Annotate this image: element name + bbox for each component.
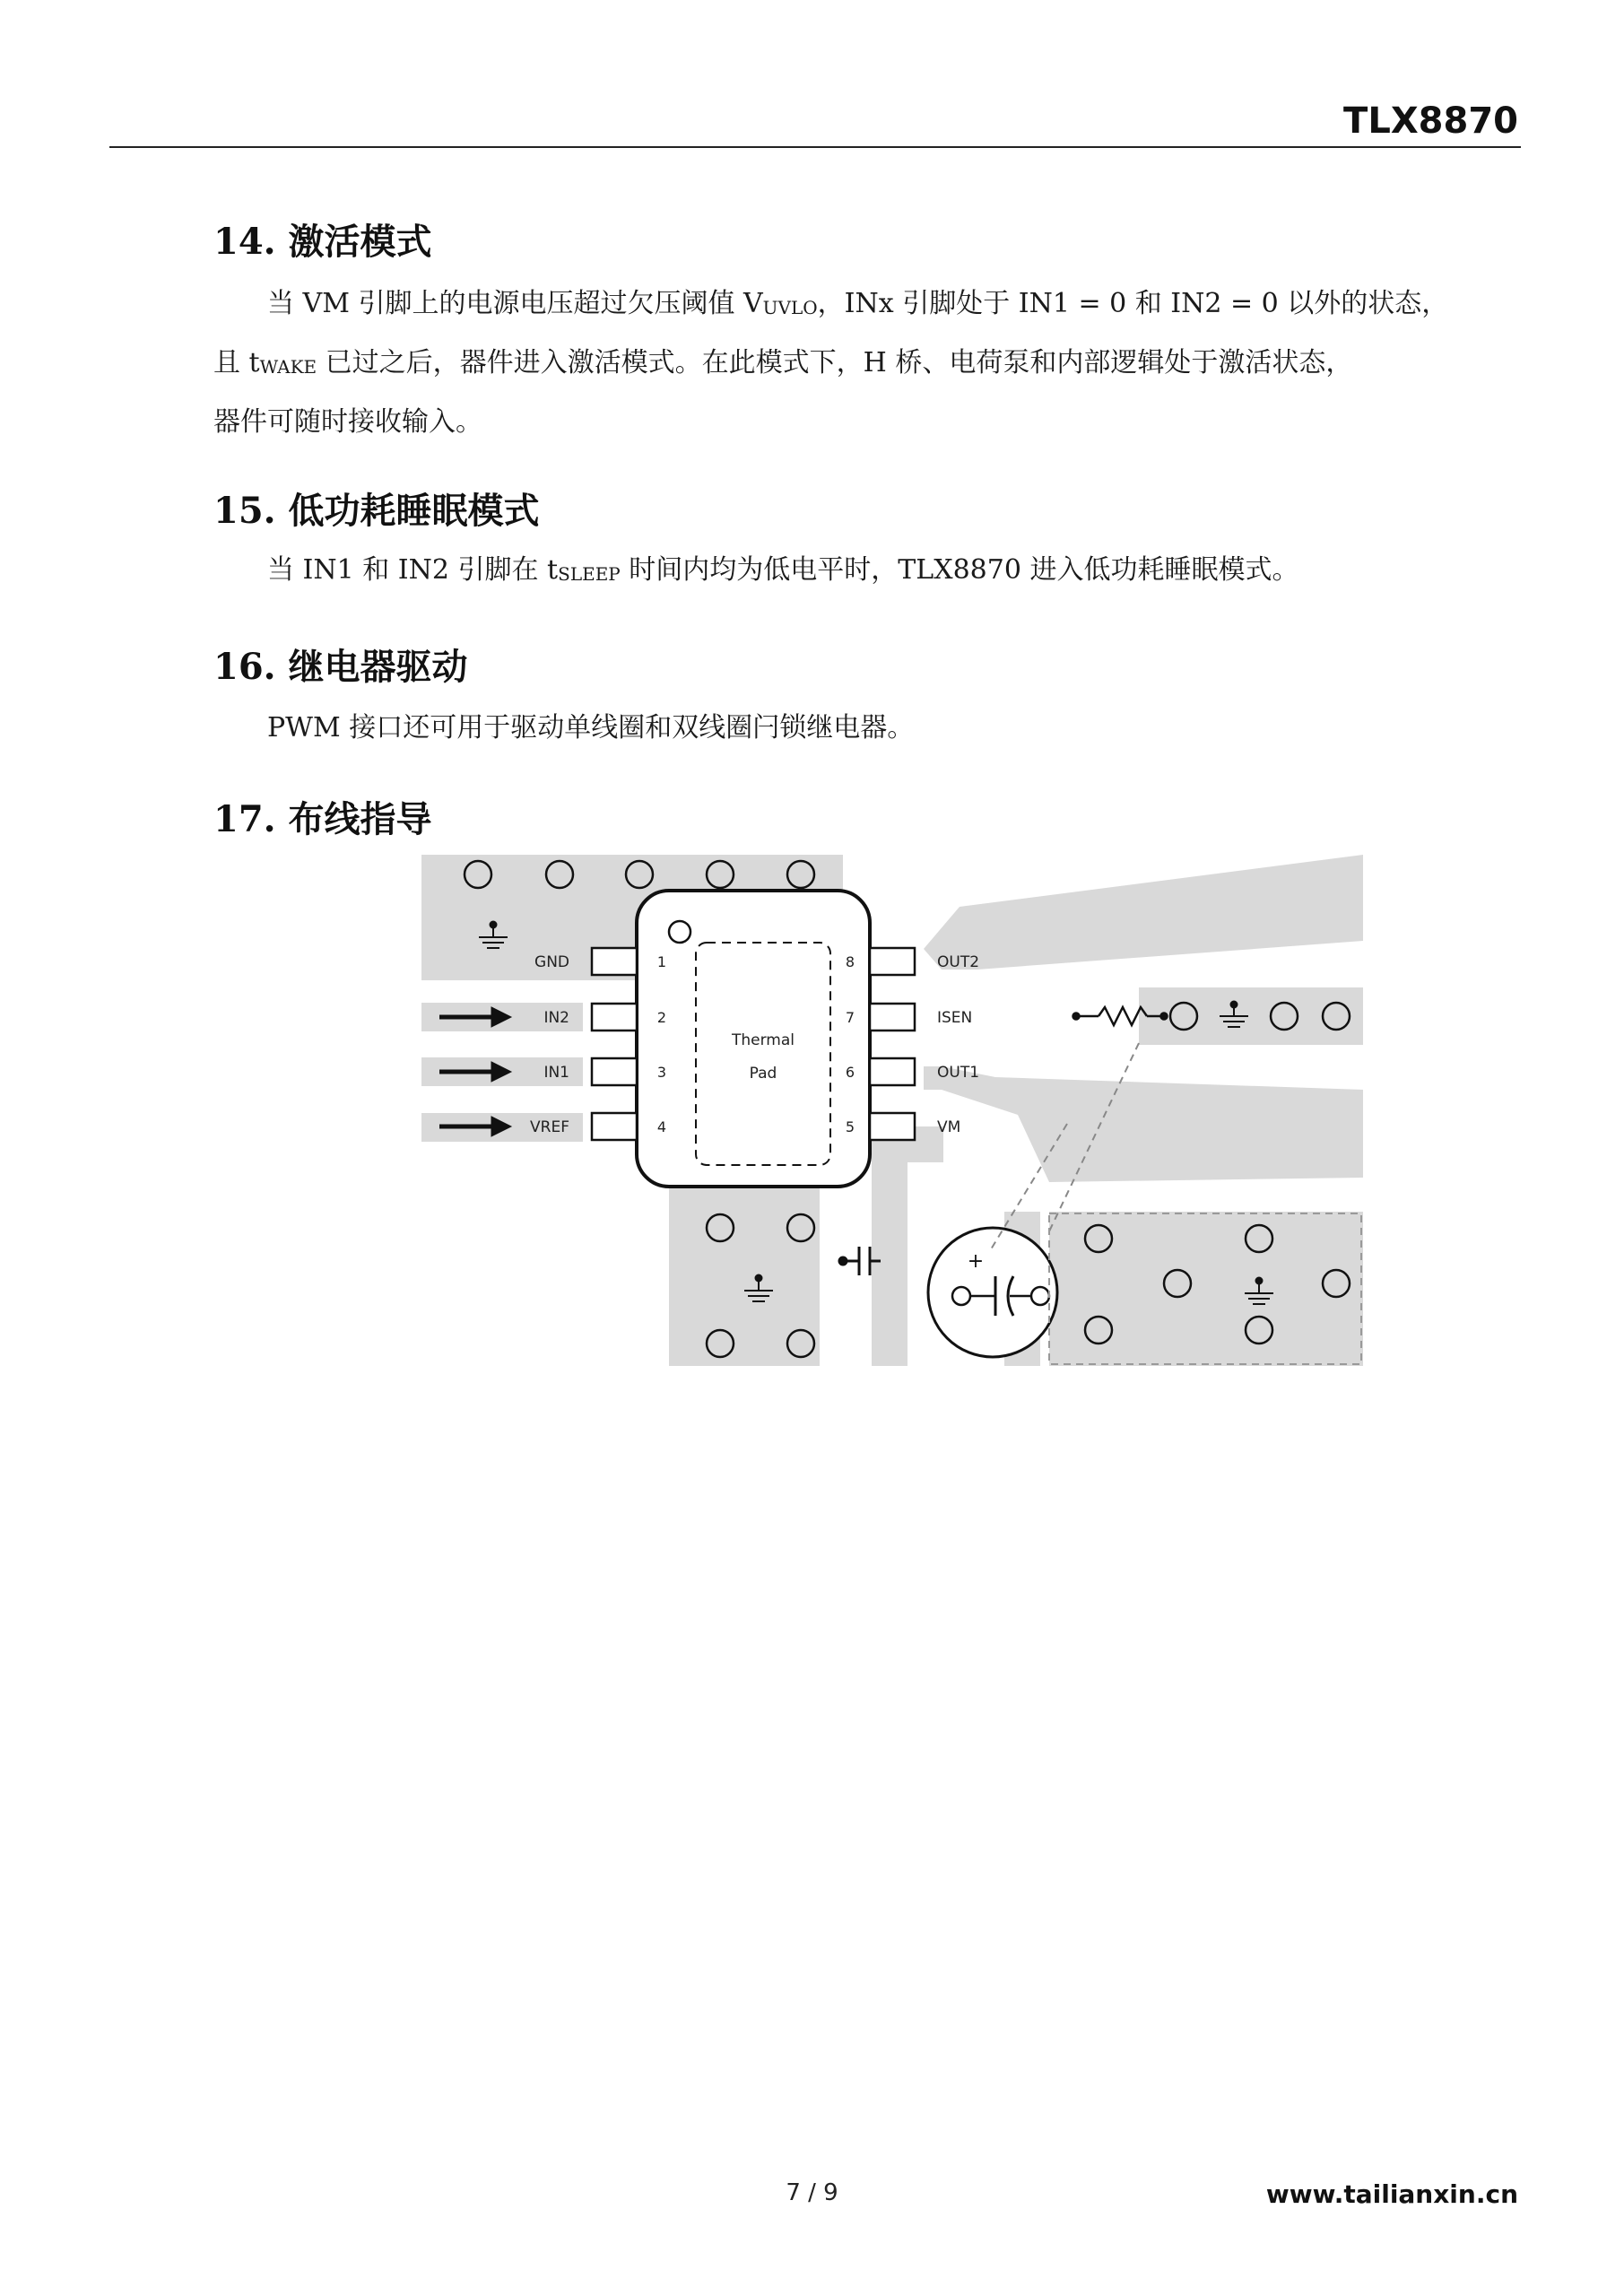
vm-trace xyxy=(872,1126,908,1366)
section-15-paragraph: 当 IN1 和 IN2 引脚在 $t_{SLEEP}$ 时间内均为低电平时，TLX8870 进入低功耗睡眠模式。 xyxy=(267,554,1299,586)
out1-trace xyxy=(924,1066,1363,1182)
right-pin-pad xyxy=(870,1004,915,1031)
section-14-heading: 14. 激活模式 xyxy=(213,221,432,263)
left-pin-pad xyxy=(592,1113,637,1140)
left-pin-number: 1 xyxy=(656,953,667,970)
right-pin-pad xyxy=(870,948,915,975)
section-16-heading: 16. 继电器驱动 xyxy=(213,646,468,688)
header-rule xyxy=(109,146,1521,148)
right-pin-number: 7 xyxy=(845,1009,855,1026)
thermal-pad-label-2: Pad xyxy=(749,1065,777,1083)
section-16-paragraph: PWM 接口还可用于驱动单线圈和双线圈闩锁继电器。 xyxy=(267,712,915,744)
capacitor-plus-label: + xyxy=(967,1250,985,1273)
right-pin-name: ISEN xyxy=(937,1009,973,1027)
section-17-heading: 17. 布线指导 xyxy=(213,798,432,840)
left-pin-name: GND xyxy=(534,953,569,971)
footer-website: www.tailianxin.cn xyxy=(1265,2179,1518,2209)
left-pin-number: 2 xyxy=(656,1009,667,1026)
right-pin-name: OUT1 xyxy=(937,1064,980,1082)
left-pin-pad xyxy=(592,1004,637,1031)
right-pin-pad xyxy=(870,1113,915,1140)
right-pin-number: 6 xyxy=(845,1064,855,1081)
section-15-heading: 15. 低功耗睡眠模式 xyxy=(213,490,540,532)
left-pin-name: IN1 xyxy=(543,1064,569,1082)
pcb-layout-svg xyxy=(421,855,1363,1366)
right-pin-name: OUT2 xyxy=(937,953,980,971)
section-14-paragraph: 当 VM 引脚上的电源电压超过欠压阈值 $V_{UVLO}$，INx 引脚处于 IN1 = 0 和 IN2 = 0 以外的状态， 且 $t_{WAKE}$ 已过之后，器件进入激活模式。在此模式下，H 桥、电荷泵和内部逻辑处于激活状态， 器件可随时接收输入。 xyxy=(213,288,1449,438)
left-pin-name: VREF xyxy=(530,1118,569,1136)
left-pin-pad xyxy=(592,1058,637,1085)
copper-areas xyxy=(421,855,1363,1366)
right-pin-number: 8 xyxy=(845,953,855,970)
left-pin-pad xyxy=(592,948,637,975)
footer-page-number: 7 / 9 xyxy=(786,2179,838,2206)
right-pin-pad xyxy=(870,1058,915,1085)
layout-guide-diagram xyxy=(421,855,1363,1366)
right-pin-number: 5 xyxy=(845,1118,855,1135)
bottom-gnd-copper xyxy=(669,1187,820,1366)
header-title: TLX8870 xyxy=(1343,100,1518,142)
left-pin-number: 3 xyxy=(656,1064,667,1081)
left-pin-number: 4 xyxy=(656,1118,667,1135)
thermal-pad-label-1: Thermal xyxy=(731,1031,795,1049)
right-pin-name: VM xyxy=(937,1118,961,1136)
left-pin-name: IN2 xyxy=(543,1009,569,1027)
isen-gnd-copper xyxy=(1139,987,1363,1045)
out2-trace xyxy=(924,855,1363,970)
resistor-node-right xyxy=(1161,1013,1168,1020)
